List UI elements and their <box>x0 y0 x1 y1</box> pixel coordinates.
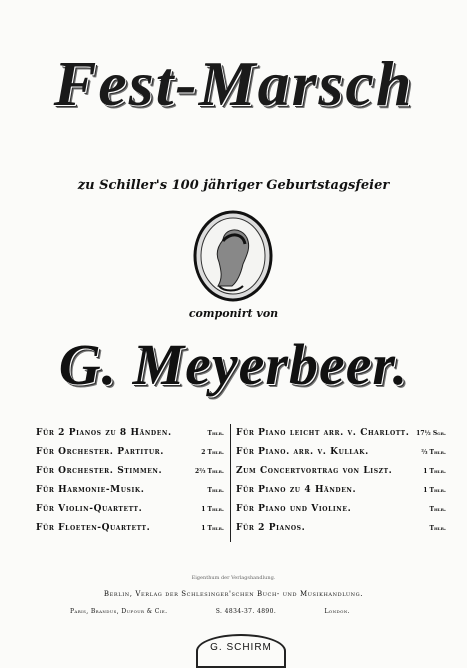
address-paris: Paris, Brandus, Dufour & Cie. <box>70 608 168 615</box>
arrangement-row <box>36 424 224 443</box>
composer-name: G. Meyerbeer. <box>58 332 409 397</box>
arrangement-price: ⅔ Thlr. <box>421 449 446 456</box>
arrangement-row <box>236 424 446 443</box>
arrangement-list-left <box>36 424 224 538</box>
arrangement-price: Thlr. <box>207 430 224 437</box>
arrangement-label: Für Orchester. Partitur. <box>36 447 165 457</box>
arrangement-row <box>236 443 446 462</box>
publisher-addresses <box>70 608 350 615</box>
arrangement-row <box>36 481 224 500</box>
arrangement-label: Für 2 Pianos. <box>236 523 306 533</box>
arrangement-price: 1 Thlr. <box>423 468 446 475</box>
arrangement-price: Thlr. <box>429 506 446 513</box>
arrangement-price: 2⅔ Thlr. <box>195 468 224 475</box>
arrangement-row <box>236 462 446 481</box>
arrangement-row <box>36 519 224 538</box>
column-divider <box>230 424 231 542</box>
arrangement-price: 1 Thlr. <box>201 506 224 513</box>
stamp-text: G. SCHIRM <box>210 642 272 653</box>
registration-note: Eigenthum der Verlagshandlung. <box>191 575 276 581</box>
arrangement-price: 1 Thlr. <box>423 487 446 494</box>
subtitle: zu Schiller's 100 jähriger Geburtstagsfeier <box>77 178 390 193</box>
arrangement-row <box>36 462 224 481</box>
arrangement-row <box>36 443 224 462</box>
arrangement-row <box>236 500 446 519</box>
plate-numbers: S. 4834-37. 4890. <box>215 608 277 615</box>
arrangement-label: Für Orchester. Stimmen. <box>36 466 163 476</box>
arrangement-label: Für 2 Pianos zu 8 Händen. <box>36 428 172 438</box>
arrangement-row <box>236 481 446 500</box>
arrangement-label: Für Violin-Quartett. <box>36 504 143 514</box>
address-london: London. <box>324 608 350 615</box>
arrangement-list-right <box>236 424 446 538</box>
arrangement-label: Für Piano und Violine. <box>236 504 352 514</box>
publisher-line: Berlin, Verlag der Schlesinger'schen Buch- und Musikhandlung. <box>103 590 364 598</box>
title: Fest-Marsch <box>53 48 414 119</box>
arrangement-price: Thlr. <box>207 487 224 494</box>
portrait-medallion <box>193 210 273 302</box>
arrangement-label: Für Floeten-Quartett. <box>36 523 151 533</box>
arrangement-price: 17½ Sgr. <box>416 430 446 437</box>
composed-by: componirt von <box>188 307 279 320</box>
arrangement-label: Für Harmonie-Musik. <box>36 485 145 495</box>
arrangement-label: Für Piano. arr. v. Kullak. <box>236 447 369 457</box>
arrangement-price: Thlr. <box>429 525 446 532</box>
arrangement-label: Für Piano leicht arr. v. Charlott. <box>236 428 410 438</box>
arrangement-label: Zum Concertvortrag von Liszt. <box>236 466 393 476</box>
arrangement-price: 1 Thlr. <box>201 525 224 532</box>
library-stamp <box>196 634 286 668</box>
arrangement-row <box>36 500 224 519</box>
arrangement-price: 2 Thlr. <box>201 449 224 456</box>
arrangement-row <box>236 519 446 538</box>
arrangement-label: Für Piano zu 4 Händen. <box>236 485 357 495</box>
